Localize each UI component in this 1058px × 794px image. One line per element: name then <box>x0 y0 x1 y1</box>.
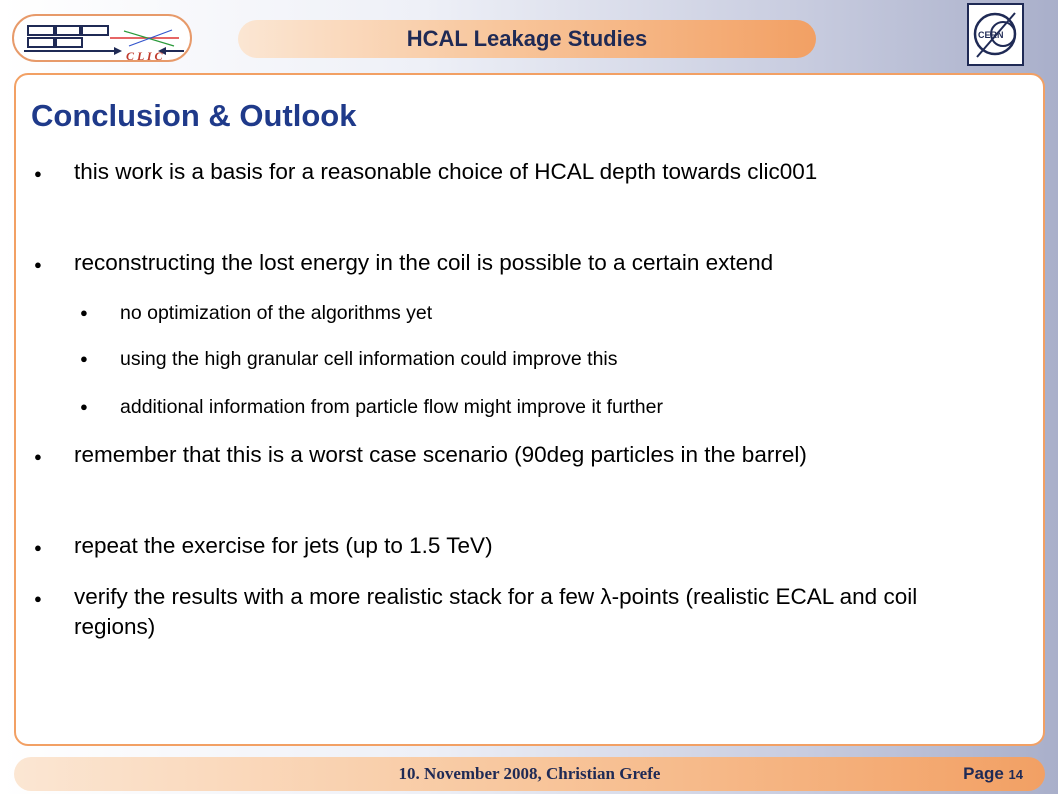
sub-bullet-text: no optimization of the algorithms yet <box>120 302 433 324</box>
page-indicator <box>963 764 1023 784</box>
bullet-dot-icon: ● <box>80 305 88 320</box>
sub-bullet-item <box>80 394 980 420</box>
bullet-dot-icon: ● <box>34 257 42 272</box>
cern-logo-graphic <box>969 5 1022 64</box>
cern-logo-text: CERN <box>978 30 1004 40</box>
bullet-item <box>34 582 994 642</box>
bullet-text: verify the results with a more realistic stack for a few λ-points (realistic ECAL and coil regions) <box>74 584 918 639</box>
clic-logo-text: C L I C <box>126 49 163 63</box>
bullet-item <box>34 157 994 187</box>
footer-bar <box>14 757 1045 791</box>
bullet-dot-icon: ● <box>34 166 42 181</box>
bullet-text: reconstructing the lost energy in the coil is possible to a certain extend <box>74 250 774 275</box>
clic-logo-graphic <box>14 16 194 64</box>
bullet-dot-icon: ● <box>80 351 88 366</box>
header-bar <box>238 20 816 58</box>
page-label: Page <box>963 764 1004 783</box>
sub-bullet-text: additional information from particle flow might improve it further <box>120 396 663 418</box>
footer-date-author: 10. November 2008, Christian Grefe <box>398 764 661 783</box>
sub-bullet-item <box>80 300 980 326</box>
bullet-item <box>34 531 994 561</box>
bullet-item <box>34 440 994 470</box>
page-number: 14 <box>1008 767 1023 782</box>
clic-logo <box>12 14 192 62</box>
sub-bullet-item <box>80 346 980 372</box>
bullet-text: this work is a basis for a reasonable choice of HCAL depth towards clic001 <box>74 159 818 184</box>
header-title: HCAL Leakage Studies <box>406 26 648 51</box>
bullet-item <box>34 248 994 278</box>
bullet-text: remember that this is a worst case scenario (90deg particles in the barrel) <box>74 442 807 467</box>
bullet-dot-icon: ● <box>80 399 88 414</box>
bullet-dot-icon: ● <box>34 449 42 464</box>
bullet-dot-icon: ● <box>34 591 42 606</box>
bullet-text: repeat the exercise for jets (up to 1.5 TeV) <box>74 533 493 558</box>
slide-title: Conclusion & Outlook <box>31 98 357 133</box>
bullet-dot-icon: ● <box>34 540 42 555</box>
sub-bullet-text: using the high granular cell information could improve this <box>120 348 618 370</box>
cern-logo <box>967 3 1024 66</box>
